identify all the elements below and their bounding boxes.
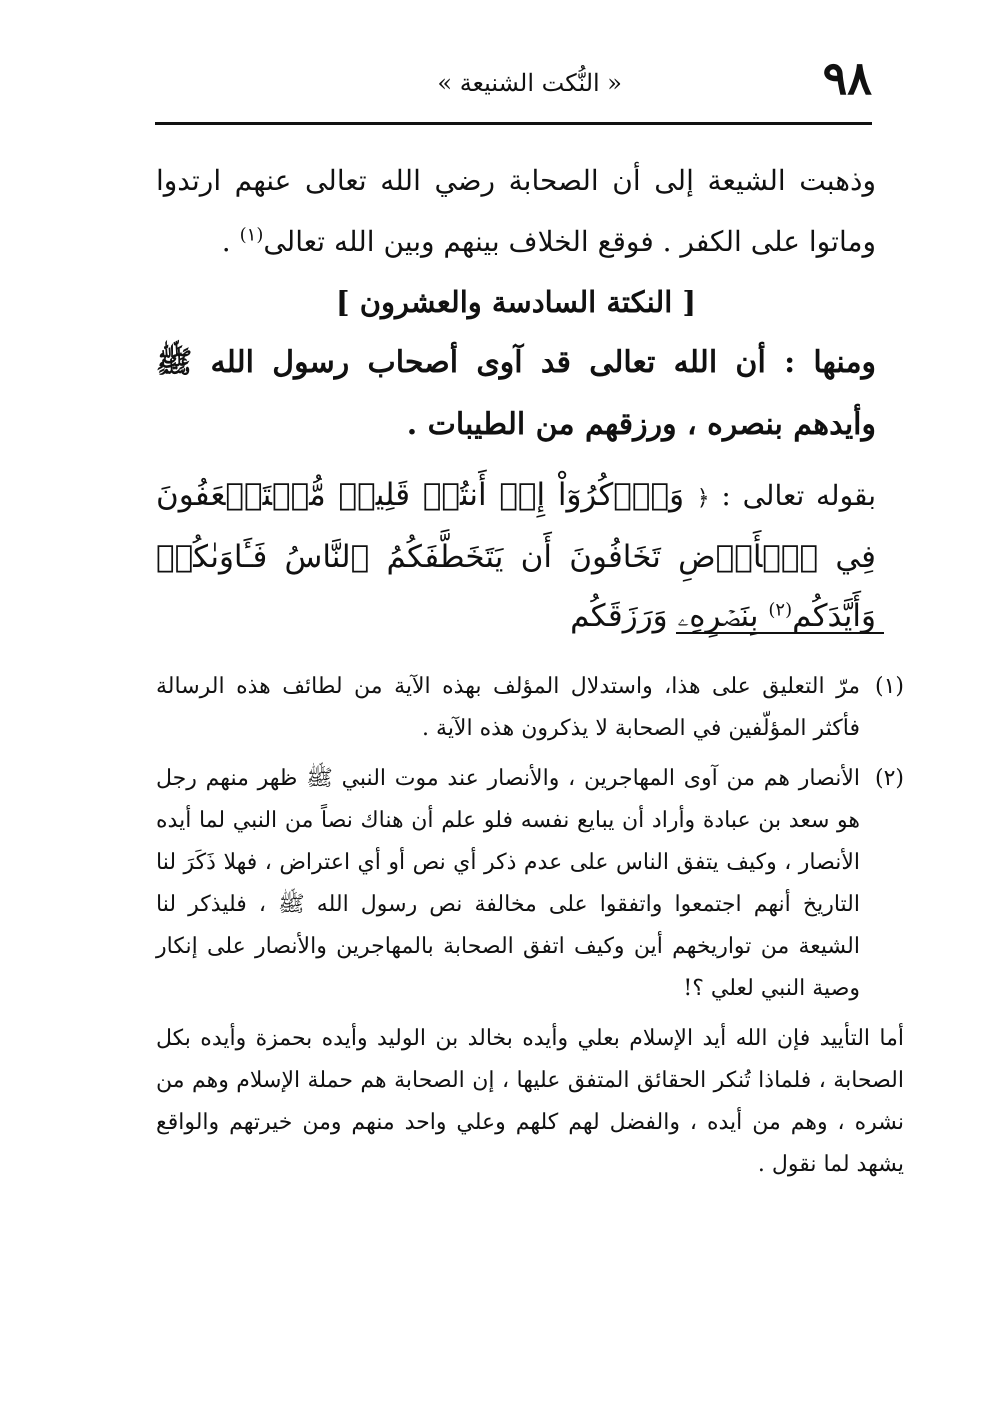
header-rule: [155, 122, 872, 125]
salawat-glyph: ﷺ: [156, 345, 193, 380]
footnote-2-continuation: أما التأييد فإن الله أيد الإسلام بعلي وأيده بخالد بن الوليد وأيده بحمزة وأيده بكل الصحابة ، فلماذا تُنكر الحقائق المتفق عليها ، إن الصحابة هم حملة الإسلام وهم من نشره ، وهم من أيده ، والفضل لهم كلهم وعلي واحد منهم ومن خيرتهم والواقع يشهد لما نقول .: [156, 1026, 904, 1177]
footnotes: [156, 666, 904, 1186]
footnote-2-salawat-b: ﷺ: [278, 892, 305, 917]
verse-paragraph: [156, 466, 876, 646]
footnote-ref-1: (١): [239, 224, 264, 246]
footnote-2-salawat-a: ﷺ: [306, 766, 333, 791]
footnote-2-text-a: الأنصار هم من آوى المهاجرين ، والأنصار عند موت النبي: [332, 766, 860, 791]
paragraph-end: .: [221, 225, 240, 258]
footnote-separator: [676, 632, 884, 634]
running-title: « النُّكت الشنيعة »: [437, 69, 622, 97]
main-text: [156, 150, 876, 646]
footnote-1-text: مرّ التعليق على هذا، واستدلال المؤلف بهذه الآية من لطائف هذه الرسالة فأكثر المؤلّفين في الصحابة لا يذكرون هذه الآية .: [156, 674, 860, 741]
verse-intro: بقوله تعالى :: [709, 479, 876, 512]
footnote-2: [156, 758, 904, 1010]
bold-statement-text-1: ومنها : أن الله تعالى قد آوى أصحاب رسول الله: [192, 345, 876, 380]
verse-text-1: وَٱذۡكُرُوٓاْ إِذۡ أَنتُمۡ قَلِيلٞ مُّسۡتَضۡعَفُونَ فِي ٱلۡأَرۡضِ تَخَافُونَ أَن يَتَخَطَّفَكُمُ ٱلنَّاسُ فَـَٔاوَىٰكُمۡ وَأَيَّدَكُم: [156, 477, 876, 634]
bold-statement: [156, 332, 876, 456]
footnote-1: [156, 666, 904, 750]
footnote-1-number: (١): [874, 674, 904, 699]
footnote-2-text-c: ، فليذكر لنا الشيعة من تواريخهم أين وكيف اتفق الصحابة بالمهاجرين والأنصار على إنكار وصية النبي لعلي ؟!: [156, 892, 860, 1001]
section-heading: [ النكتة السادسة والعشرون ]: [335, 285, 697, 319]
paragraph-shia-claim: [156, 150, 876, 272]
bold-statement-text-2: وأيدهم بنصره ، ورزقهم من الطيبات .: [406, 407, 876, 442]
footnote-2-number: (٢): [874, 766, 904, 791]
verse-open-bracket: ﴿: [696, 486, 710, 511]
page-header: [150, 52, 872, 112]
verse-text-2: بِنَصۡرِهِۦ وَرَزَقَكُم: [570, 598, 769, 634]
footnote-ref-2: (٢): [768, 599, 793, 621]
paragraph-text: وذهبت الشيعة إلى أن الصحابة رضي الله تعالى عنهم ارتدوا وماتوا على الكفر . فوقع الخلاف بينهم وبين الله تعالى: [156, 164, 876, 258]
footnote-2-text-b: ظهر منهم رجل هو سعد بن عبادة وأراد أن يبايع نفسه فلو علم أن هناك نصاً من النبي لما أيده الأنصار ، وكيف يتفق الناس على عدم ذكر أي نص أو أي اعتراض ، فهلا ذَكَرَ لنا التاريخ أنهم اجتمعوا واتفقوا على مخالفة نص رسول الله: [156, 766, 860, 917]
page-number: ٩٨: [822, 51, 872, 105]
